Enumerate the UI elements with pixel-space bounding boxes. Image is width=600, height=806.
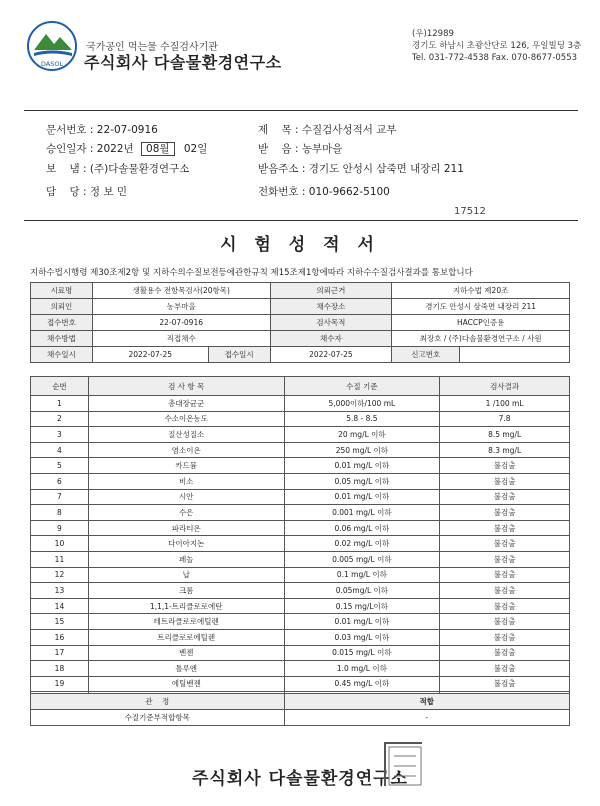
judgement-row — [31, 710, 570, 726]
test-item: 페놀 — [88, 551, 284, 567]
approval-year: 2022년 — [96, 143, 134, 155]
result-row — [31, 661, 570, 677]
row-number: 9 — [31, 520, 89, 536]
result: 불검출 — [440, 583, 570, 599]
info-value: 2022-07-25 — [270, 347, 392, 363]
standard: 5,000이하/100 mL — [284, 396, 440, 412]
standard: 0.02 mg/L 이하 — [284, 536, 440, 552]
result: 불검출 — [440, 567, 570, 583]
result-row — [31, 427, 570, 443]
judgement-item: 수질기준부적합항목 — [31, 710, 285, 726]
row-number: 1 — [31, 396, 89, 412]
result: 1 /100 mL — [440, 396, 570, 412]
result: 불검출 — [440, 489, 570, 505]
sender-label: 보 냄 : — [46, 163, 87, 175]
test-item: 총대장균군 — [88, 396, 284, 412]
result-row — [31, 567, 570, 583]
info-value: 지하수법 제20조 — [392, 283, 570, 299]
standard: 0.06 mg/L 이하 — [284, 520, 440, 536]
receiver-label: 받 음 : — [258, 143, 299, 155]
row-number: 5 — [31, 458, 89, 474]
row-number: 6 — [31, 473, 89, 489]
result-row — [31, 458, 570, 474]
address: 경기도 하남시 초광산단로 126, 우일빌딩 3층 — [412, 41, 582, 51]
judgement-header: 관 정 — [31, 694, 285, 710]
standard: 5.8 - 8.5 — [284, 411, 440, 427]
info-value: 경기도 안성시 삼죽면 내장리 211 — [392, 299, 570, 315]
result-row — [31, 598, 570, 614]
info-label: 채수장소 — [270, 299, 392, 315]
subject: 수질검사성적서 교부 — [301, 124, 397, 136]
row-number: 8 — [31, 505, 89, 521]
result: 8.3 mg/L — [440, 442, 570, 458]
standard: 0.01 mg/L 이하 — [284, 458, 440, 474]
result-row — [31, 614, 570, 630]
test-item: 톨루엔 — [88, 661, 284, 677]
test-item: 크롬 — [88, 583, 284, 599]
code-number: 17512 — [454, 206, 486, 217]
info-value — [460, 347, 570, 363]
result: 불검출 — [440, 505, 570, 521]
row-number: 10 — [31, 536, 89, 552]
standard: 250 mg/L 이하 — [284, 442, 440, 458]
info-label: 접수번호 — [31, 315, 93, 331]
receiver-row — [258, 141, 342, 156]
row-number: 17 — [31, 645, 89, 661]
test-item: 수소이온농도 — [88, 411, 284, 427]
result: 불검출 — [440, 598, 570, 614]
test-item: 에틸벤젠 — [88, 676, 284, 692]
info-row — [31, 347, 570, 363]
result: 7.8 — [440, 411, 570, 427]
test-item: 질산성질소 — [88, 427, 284, 443]
info-row — [31, 299, 570, 315]
standard: 0.15 mg/L이하 — [284, 598, 440, 614]
info-label: 시료명 — [31, 283, 93, 299]
judgement-result: 적합 — [284, 694, 569, 710]
standard: 0.05 mg/L 이하 — [284, 473, 440, 489]
test-item: 카드뮴 — [88, 458, 284, 474]
row-number: 19 — [31, 676, 89, 692]
info-value: 최장호 / (주)다솔물환경연구소 / 사원 — [392, 331, 570, 347]
standard: 0.01 mg/L 이하 — [284, 614, 440, 630]
org-name: 주식회사 다솔물환경연구소 — [84, 53, 282, 72]
result: 불검출 — [440, 661, 570, 677]
sender-row — [46, 161, 189, 176]
subject-row — [258, 122, 396, 137]
row-number: 14 — [31, 598, 89, 614]
recv-addr: 경기도 안성시 삼죽면 내장리 211 — [308, 163, 464, 175]
row-number: 12 — [31, 567, 89, 583]
report-title: 시 험 성 적 서 — [220, 235, 380, 255]
info-label: 채수일시 — [31, 347, 93, 363]
approval-label: 승인일자 : — [46, 143, 94, 155]
result: 불검출 — [440, 676, 570, 692]
result-row — [31, 442, 570, 458]
result-row — [31, 396, 570, 412]
sample-info-table — [30, 282, 570, 363]
standard: 20 mg/L 이하 — [284, 427, 440, 443]
manager-label: 담 당 : — [46, 186, 87, 198]
row-number: 15 — [31, 614, 89, 630]
info-value: 농부마을 — [92, 299, 270, 315]
receiver: 농부마을 — [301, 143, 343, 155]
result-row — [31, 551, 570, 567]
test-item: 납 — [88, 567, 284, 583]
legal-notice: 지하수법시행령 제30조제2항 및 지하수의수질보전등에관한규칙 제15조제1항에따라 지하수수질검사결과를 통보합니다 — [30, 268, 473, 278]
result-row — [31, 505, 570, 521]
result: 불검출 — [440, 473, 570, 489]
recv-addr-label: 받음주소 : — [258, 163, 306, 175]
info-value: 생활용수 전항목검사(20항목) — [92, 283, 270, 299]
logo-text: DASOL — [40, 60, 64, 68]
row-number: 18 — [31, 661, 89, 677]
row-number: 4 — [31, 442, 89, 458]
standard: 1.0 mg/L 이하 — [284, 661, 440, 677]
doc-no-label: 문서번호 : — [46, 124, 94, 136]
row-number: 16 — [31, 629, 89, 645]
standard: 0.45 mg/L 이하 — [284, 676, 440, 692]
info-row — [31, 331, 570, 347]
recv-addr-row — [258, 161, 464, 176]
test-item: 비소 — [88, 473, 284, 489]
standard: 0.1 mg/L 이하 — [284, 567, 440, 583]
address-block — [412, 28, 581, 64]
row-number: 7 — [31, 489, 89, 505]
standard: 0.01 mg/L 이하 — [284, 489, 440, 505]
judgement-header-row — [31, 694, 570, 710]
info-label: 접수일시 — [208, 347, 270, 363]
info-row — [31, 315, 570, 331]
judgement-value: - — [284, 710, 569, 726]
doc-no: 22-07-0916 — [96, 124, 158, 136]
info-value: HACCP인증용 — [392, 315, 570, 331]
test-item: 파라티온 — [88, 520, 284, 536]
result-row — [31, 520, 570, 536]
info-row — [31, 283, 570, 299]
approval-row — [46, 141, 207, 156]
standard: 0.015 mg/L 이하 — [284, 645, 440, 661]
manager-row — [46, 184, 127, 199]
test-item: 테트라클로로에틸렌 — [88, 614, 284, 630]
test-item: 다이아지논 — [88, 536, 284, 552]
tel: 010-9662-5100 — [308, 186, 390, 198]
col-header: 검사결과 — [440, 377, 570, 396]
info-label: 의뢰근거 — [270, 283, 392, 299]
org-subtitle: 국가공인 먹는물 수질검사기관 — [86, 42, 218, 53]
doc-no-row — [46, 122, 158, 137]
result: 불검출 — [440, 520, 570, 536]
result-row — [31, 411, 570, 427]
judgement-table — [30, 693, 570, 726]
result-row — [31, 583, 570, 599]
result-row — [31, 473, 570, 489]
test-item: 1,1,1-트리클로로에탄 — [88, 598, 284, 614]
test-item: 벤젠 — [88, 645, 284, 661]
result: 불검출 — [440, 614, 570, 630]
result-row — [31, 536, 570, 552]
result: 8.5 mg/L — [440, 427, 570, 443]
result: 불검출 — [440, 645, 570, 661]
result-row — [31, 629, 570, 645]
info-value: 22-07-0916 — [92, 315, 270, 331]
postal-code: (우)12989 — [412, 29, 454, 39]
results-table — [30, 376, 570, 708]
info-label: 채수자 — [270, 331, 392, 347]
standard: 0.05mg/L 이하 — [284, 583, 440, 599]
tel-row — [258, 184, 390, 199]
info-label: 신고번호 — [392, 347, 460, 363]
col-header: 순번 — [31, 377, 89, 396]
footer-org-name: 주식회사 다솔물환경연구소 — [192, 769, 408, 789]
results-header — [31, 377, 570, 396]
info-label: 채수방법 — [31, 331, 93, 347]
result: 불검출 — [440, 551, 570, 567]
phone-fax: Tel. 031-772-4538 Fax. 070-8677-0553 — [412, 53, 578, 63]
standard: 0.001 mg/L 이하 — [284, 505, 440, 521]
test-item: 염소이온 — [88, 442, 284, 458]
test-item: 시안 — [88, 489, 284, 505]
subject-label: 제 목 : — [258, 124, 299, 136]
row-number: 2 — [31, 411, 89, 427]
dasol-logo — [26, 20, 78, 72]
result: 불검출 — [440, 629, 570, 645]
standard: 0.005 mg/L 이하 — [284, 551, 440, 567]
company-seal-icon — [384, 742, 422, 786]
test-item: 수은 — [88, 505, 284, 521]
test-item: 트리클로로에틸렌 — [88, 629, 284, 645]
info-value: 직접채수 — [92, 331, 270, 347]
result-row — [31, 489, 570, 505]
letter-rule — [24, 220, 578, 221]
row-number: 11 — [31, 551, 89, 567]
info-value: 2022-07-25 — [92, 347, 208, 363]
approval-day: 02일 — [183, 143, 208, 155]
row-number: 13 — [31, 583, 89, 599]
result: 불검출 — [440, 458, 570, 474]
header-rule — [24, 110, 578, 111]
tel-label: 전화번호 : — [258, 186, 306, 198]
row-number: 3 — [31, 427, 89, 443]
sender: (주)다솔물환경연구소 — [89, 163, 190, 175]
result-row — [31, 676, 570, 692]
approval-month: 08월 — [141, 142, 175, 156]
standard: 0.03 mg/L 이하 — [284, 629, 440, 645]
info-label: 검사목적 — [270, 315, 392, 331]
col-header: 검 사 항 목 — [88, 377, 284, 396]
result: 불검출 — [440, 536, 570, 552]
manager: 정 보 민 — [89, 186, 127, 198]
result-row — [31, 645, 570, 661]
col-header: 수질 기준 — [284, 377, 440, 396]
info-label: 의뢰인 — [31, 299, 93, 315]
